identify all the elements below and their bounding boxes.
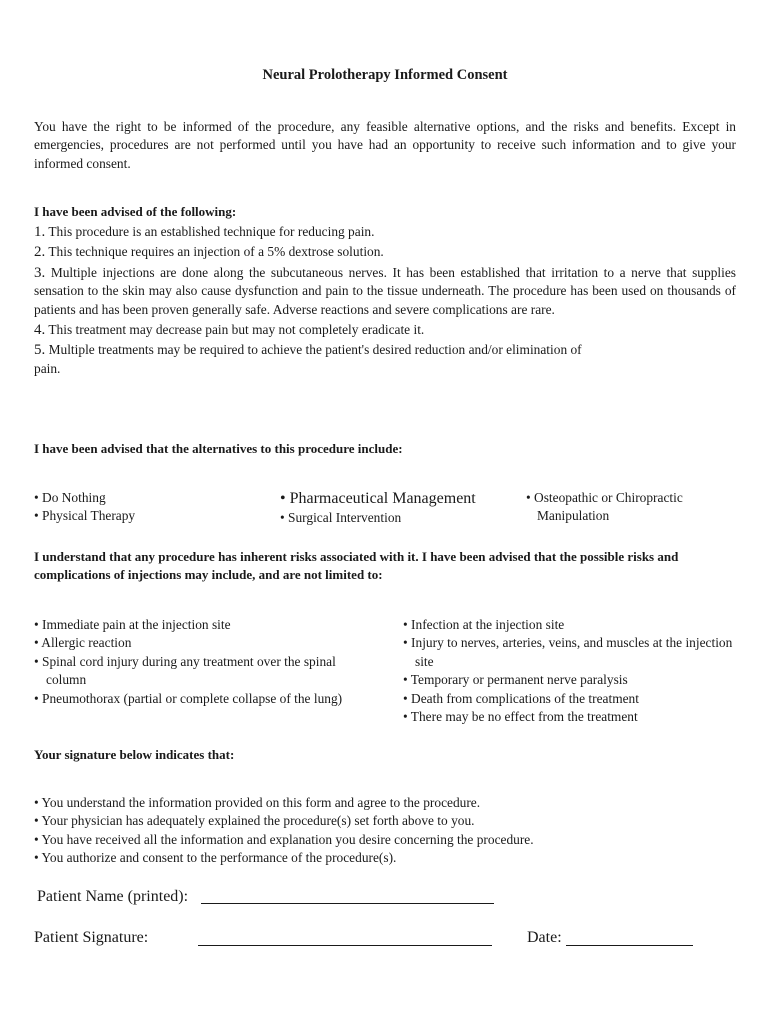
advised-item: 4. This treatment may decrease pain but may not completely eradicate it. [34,322,425,339]
risks-heading: I understand that any procedure has inherent risks associated with it. I have been advised that the possible risks and complications of injections may include, and are not limited to: [34,549,679,583]
list-item: • Death from complications of the treatment [403,690,639,706]
patient-signature-line[interactable] [198,945,492,946]
list-item: • Surgical Intervention [280,510,402,525]
signature-heading: Your signature below indicates that: [34,747,235,762]
list-item: • Osteopathic or Chiropractic [526,490,683,505]
list-item: Manipulation [537,508,610,524]
list-item: • You understand the information provided on this form and agree to the procedure. [34,795,481,810]
list-item: • Immediate pain at the injection site [34,617,231,632]
list-item: • Allergic reaction [34,635,132,651]
advised-list [34,223,736,380]
list-item: • Do Nothing [34,490,106,505]
advised-item: 3. Multiple injections are done along the subcutaneous nerves. It has been established that irritation to a nerve that supplies sensation to the skin may also cause dysfunction and pain to the tissue underneath. The procedure has been used on thousands of patients and has been proven generally safe. Adverse reactions and severe complications are rare. [34,264,736,317]
alternatives-column-1 [34,489,135,526]
date-label: Date: [527,929,562,946]
list-item: • Your physician has adequately explained the procedure(s) set forth above to you. [34,813,475,829]
risks-column-right [403,616,733,726]
list-item: • Pharmaceutical Management [280,490,476,507]
advised-item: 2. This technique requires an injection of a 5% dextrose solution. [34,244,384,261]
list-item: • Physical Therapy [34,508,136,524]
list-item: • Infection at the injection site [403,617,565,632]
list-item: • Injury to nerves, arteries, veins, and muscles at the injection site [403,635,733,669]
patient-name-label: Patient Name (printed): [37,888,189,905]
signature-statements [34,794,734,868]
list-item: • Spinal cord injury during any treatment over the spinal column [34,653,336,688]
alternatives-heading: I have been advised that the alternatives to this procedure include: [34,441,403,456]
patient-name-line[interactable] [201,903,494,904]
advised-item: 5. Multiple treatments may be required to achieve the patient's desired reduction and/or elimination of pain. [34,342,582,376]
list-item: • Temporary or permanent nerve paralysis [403,672,628,688]
intro-paragraph: You have the right to be informed of the procedure, any feasible alternative options, and the risks and benefits. Except in emergencies, procedures are not performed until you have had an opportunity to receive such information and to give your informed consent. [34,119,736,171]
list-item: • There may be no effect from the treatment [403,709,638,725]
form-title: Neural Prolotherapy Informed Consent [262,67,508,83]
date-line[interactable] [566,945,693,946]
risks-column-left [34,616,364,708]
advised-heading: I have been advised of the following: [34,204,237,219]
advised-item: 1. This procedure is an established technique for reducing pain. [34,224,375,240]
alternatives-column-2 [280,489,476,527]
list-item: • Pneumothorax (partial or complete collapse of the lung) [34,690,343,706]
patient-signature-label: Patient Signature: [34,929,149,946]
list-item: • You have received all the information and explanation you desire concerning the procedure. [34,831,534,847]
alternatives-column-3 [526,489,683,526]
list-item: • You authorize and consent to the performance of the procedure(s). [34,850,397,866]
